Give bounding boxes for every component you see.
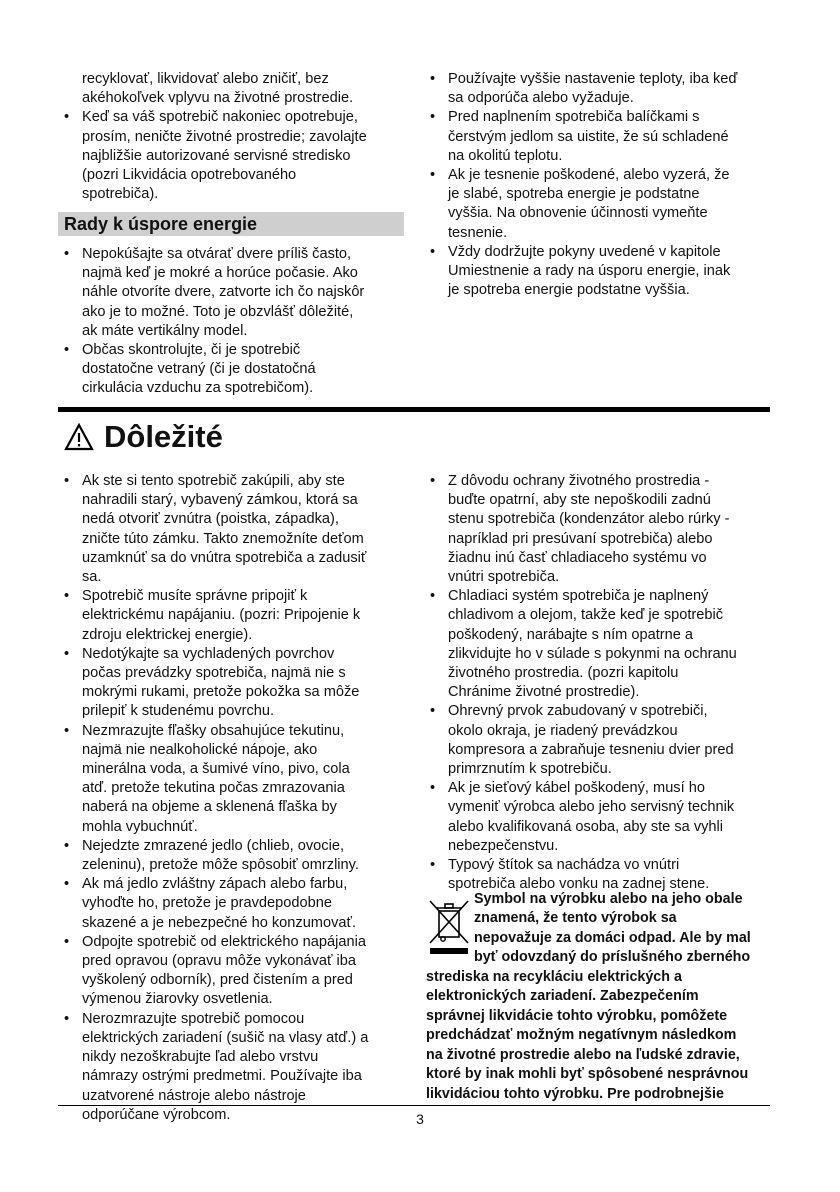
list-item: • Nejedzte zmrazené jedlo (chlieb, ovocie, zeleninu), pretože môže spôsobiť omrzliny.	[62, 837, 407, 875]
list-item: • Chladiaci systém spotrebiča je naplnený chladivom a olejom, takže keď je spotrebič poškodený, narábajte s ním opatrne a zlikvidujte ho v súlade s pokynmi na ochranu životného prostredia. (pozri kapitolu Chránime životné prostredie).	[428, 587, 773, 702]
page-number: 3	[416, 1111, 424, 1127]
important-heading-text: Dôležité	[104, 419, 223, 454]
list-item: • Ak má jedlo zvláštny zápach alebo farbu, vyhoďte ho, pretože je pravdepodobne skazené a je nebezpečné ho konzumovať.	[62, 875, 407, 933]
section-divider	[58, 407, 770, 412]
weee-notice-line: strediska na recykláciu elektrických a	[426, 968, 682, 985]
weee-notice-line: nepovažuje za domáci odpad. Ale by mal	[474, 929, 751, 946]
weee-notice-line: znamená, že tento výrobok sa	[474, 910, 677, 926]
weee-notice	[426, 870, 770, 1124]
list-item: • Odpojte spotrebič od elektrického napájania pred opravou (opravu môže vykonávať iba vyškolený odborník), pred čistením a pred výmenou žiarovky osvetlenia.	[62, 933, 407, 1010]
important-left-list	[62, 472, 407, 1125]
top-left-column	[62, 70, 402, 204]
list-item: • Z dôvodu ochrany životného prostredia - buďte opatrní, aby ste nepoškodili zadnú stenu spotrebiča (kondenzátor alebo rúrky - napríklad pri presúvaní spotrebiča) alebo žiadnu inú časť chladiaceho systému vo vnútri spotrebiča.	[428, 472, 773, 587]
recycling-continuation: recyklovať, likvidovať alebo zničiť, bez akéhokoľvek vplyvu na životné prostredie.	[82, 71, 354, 107]
list-item: • Nezmrazujte fľašky obsahujúce tekutinu, najmä nie nealkoholické nápoje, ako minerálna voda, a šumivé víno, pivo, cola atď. pretože tekutina počas zmrazovania naberá na objeme a sklenená fľaška by mohla vybuchnúť.	[62, 722, 407, 837]
list-item: • Ak ste si tento spotrebič zakúpili, aby ste nahradili starý, vybavený zámkou, ktorá sa nedá otvoriť zvnútra (poistka, západka), zničte túto zámku. Takto znemožníte deťom uzamknúť sa do vnútra spotrebiča a zadusiť sa.	[62, 472, 407, 587]
list-item: • Vždy dodržujte pokyny uvedené v kapitole Umiestnenie a rady na úsporu energie, inak je spotreba energie podstatne vyššia.	[428, 243, 773, 301]
list-item: • Používajte vyššie nastavenie teploty, iba keď sa odporúča alebo vyžaduje.	[428, 70, 773, 108]
list-item: • Nepokúšajte sa otvárať dvere príliš často, najmä keď je mokré a horúce počasie. Ako náhle otvoríte dvere, zatvorte ich čo najskôr ako je to možné. Toto je obzvlášť dôležité, ak máte vertikálny model.	[62, 245, 402, 341]
list-item: • Typový štítok sa nachádza vo vnútri spotrebiča alebo vonku na zadnej stene.	[428, 856, 773, 894]
weee-notice-line: byť odovzdaný do príslušného zberného	[474, 949, 751, 965]
weee-notice-line: elektronických zariadení. Zabezpečením	[426, 988, 699, 1004]
top-right-column	[428, 70, 773, 300]
energy-tips-continued-list	[428, 70, 773, 300]
list-item: • Spotrebič musíte správne pripojiť k elektrickému napájaniu. (pozri: Pripojenie k zdroju elektrickej energie).	[62, 587, 407, 645]
list-item: • Nerozmrazujte spotrebič pomocou elektrických zariadení (sušič na vlasy atď.) a nikdy nezoškrabujte ľad alebo vrstvu námrazy ostrými predmetmi. Používajte iba uzatvorené nástroje alebo nástroje odporúčane výrobcom.	[62, 1010, 407, 1125]
weee-notice-line: na životné prostredie alebo na ľudské zdravie,	[426, 1046, 740, 1063]
list-item: • Keď sa váš spotrebič nakoniec opotrebuje, prosím, neničte životné prostredie; zavolajte najbližšie autorizované servisné stredisko (pozri Likvidácia opotrebovaného spotrebiča).	[62, 108, 402, 204]
energy-tips-list	[62, 245, 402, 399]
weee-notice-text	[426, 890, 770, 1105]
list-item: • Nedotýkajte sa vychladených povrchov počas prevádzky spotrebiča, najmä nie s mokrými rukami, pretože pokožka sa môže prilepiť k studenému povrchu.	[62, 645, 407, 722]
important-right-column	[428, 472, 773, 894]
weee-notice-line: predchádzať možným negatívnym následkom	[426, 1027, 737, 1043]
weee-notice-line: ktoré by inak mohli byť spôsobené nesprávnou	[426, 1066, 749, 1082]
energy-tips-column	[62, 245, 402, 399]
list-item: • Ak je sieťový kábel poškodený, musí ho vymeniť výrobca alebo jeho servisný technik alebo kvalifikovaná osoba, aby ste sa vyhli nebezpečenstvu.	[428, 779, 773, 856]
list-item: • Občas skontrolujte, či je spotrebič dostatočne vetraný (či je dostatočná cirkulácia vzduchu za spotrebičom).	[62, 341, 402, 399]
important-heading	[64, 418, 223, 456]
warning-triangle-icon	[64, 423, 94, 451]
list-item: • Ohrevný prvok zabudovaný v spotrebiči, okolo okraja, je riadený prevádzkou kompresora a zabraňuje tesneniu dvier pred primrznutím k spotrebiču.	[428, 702, 773, 779]
recycling-list	[62, 70, 402, 204]
weee-notice-line: správnej likvidácie tohto výrobku, pomôžete	[426, 1007, 728, 1024]
energy-section-heading: Rady k úspore energie	[58, 212, 404, 236]
important-right-list	[428, 472, 773, 894]
footer-rule	[58, 1105, 770, 1106]
important-left-column	[62, 472, 407, 1125]
list-item: • Pred naplnením spotrebiča balíčkami s čerstvým jedlom sa uistite, že sú schladené na okolitú teplotu.	[428, 108, 773, 166]
list-item: • Ak je tesnenie poškodené, alebo vyzerá, že je slabé, spotreba energie je podstatne vyššia. Na obnovenie účinnosti vymeňte tesnenie.	[428, 166, 773, 243]
weee-notice-line: Symbol na výrobku alebo na jeho obale	[474, 890, 743, 907]
weee-notice-line: likvidáciou tohto výrobku. Pre podrobnejšie	[426, 1085, 724, 1102]
